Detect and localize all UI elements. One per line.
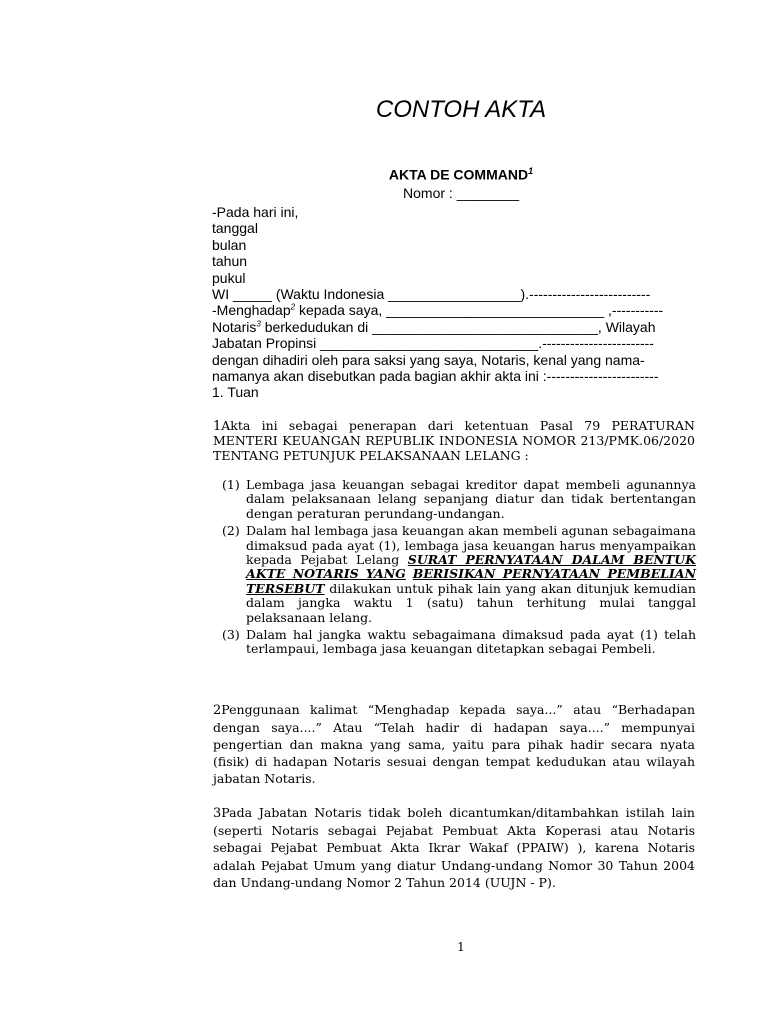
footnote-3 (213, 804, 695, 891)
list-item (222, 478, 696, 521)
footnote-1-list (222, 478, 696, 660)
document-title: CONTOH AKTA (375, 96, 547, 123)
notaris-pre: Notaris (212, 318, 257, 335)
body-line-saksi: dengan dihadiri oleh para saksi yang saya, Notaris, kenal yang nama- (212, 351, 645, 368)
item-2-mid (406, 566, 413, 581)
body-line-menghadap (212, 302, 708, 318)
akta-title-text: AKTA DE COMMAND (388, 166, 529, 183)
nomor-line: Nomor : ________ (403, 185, 519, 201)
notaris-post: berkedudukan di _____________________________, Wilayah (260, 318, 656, 335)
akta-body (212, 204, 708, 401)
page-number: 1 (457, 940, 465, 954)
footnote-3-text: Pada Jabatan Notaris tidak boleh dicantumkan/ditambahkan istilah lain (seperti Notaris sebagai Pejabat Pembuat Akta Koperasi atau Notaris sebagai Pejabat Pembuat Akta Ikrar Wakaf (PPAIW) ), karena Notaris adalah Pejabat Umum yang diatur Undang-undang Nomor 30 Tahun 2004 dan Undang-undang Nomor 2 Tahun 2014 (UUJN - P). (213, 805, 695, 890)
item-2-emphasis-1: SURAT PERNYATAAN DALAM BENTUK AKTE NOTARIS YANG (246, 552, 696, 582)
footnote-1-number: 1 (213, 419, 222, 434)
list-item-text: Dalam hal jangka waktu sebagaimana dimaksud pada ayat (1) telah terlampaui, lembaga jasa keuangan ditetapkan sebagai Pembeli. (246, 627, 696, 657)
footnote-2 (213, 701, 695, 787)
menghadap-post: kepada saya, ____________________________ ,----------- (295, 302, 664, 319)
body-line-tuan: 1. Tuan (212, 384, 259, 401)
body-line-bulan: bulan (212, 236, 247, 253)
list-item (222, 628, 696, 657)
list-item-mark: (3) (222, 627, 240, 643)
list-item-mark: (1) (222, 477, 240, 492)
body-line-pukul: pukul (212, 269, 246, 286)
body-line-notaris (212, 319, 708, 335)
footnote-1-text: Akta ini sebagai penerapan dari ketentuan Pasal 79 PERATURAN MENTERI KEUANGAN REPUBLIK INDONESIA NOMOR 213/PMK.06/2020 TENTANG PETUNJUK PELAKSANAAN LELANG : (213, 418, 695, 463)
footnote-2-number: 2 (213, 703, 222, 718)
item-2-emphasis-2: BERISIKAN PERNYATAAN PEMBELIAN TERSEBUT (246, 566, 696, 596)
akta-title (0, 166, 768, 183)
item-2-post: dilakukan untuk pihak lain yang akan ditunjuk kemudian dalam jangka waktu 1 (satu) tahun terhitung mulai tanggal pelaksanaan lelang. (246, 580, 696, 625)
footnote-1 (213, 419, 695, 463)
item-2-pre: Dalam hal lembaga jasa keuangan akan membeli agunan sebagaimana dimaksud pada ayat (1), lembaga jasa keuangan harus menyampaikan kepada Pejabat Lelang (246, 523, 696, 568)
footnote-3-number: 3 (213, 806, 222, 821)
footnote-ref-1: 1 (528, 166, 534, 176)
body-line-tanggal: tanggal (212, 220, 258, 237)
body-line-wi: WI _____ (Waktu Indonesia _________________).-------------------------- (212, 286, 651, 303)
footnote-2-text: Penggunaan kalimat “Menghadap kepada saya...” atau “Berhadapan dengan saya....” Atau “Telah hadir di hadapan saya....” mempunyai pengertian dan makna yang sama, yaitu para pihak hadir secara nyata (fisik) di hadapan Notaris sesuai dengan tempat kedudukan atau wilayah jabatan Notaris. (213, 702, 695, 786)
list-item (222, 524, 696, 625)
body-line-namanya: namanya akan disebutkan pada bagian akhir akta ini :------------------------ (212, 368, 659, 385)
list-item-text: Lembaga jasa keuangan sebagai kreditor dapat membeli agunannya dalam pelaksanaan lelang sepanjang diatur dan tidak bertentangan dengan peraturan perundang-undangan. (246, 477, 696, 521)
footnote-ref-2: 2 (290, 302, 296, 312)
body-line-jabatan: Jabatan Propinsi ____________________________.------------------------ (212, 335, 654, 352)
body-line-tahun: tahun (212, 253, 248, 270)
list-item-text (246, 524, 696, 625)
body-line-pada-hari: -Pada hari ini, (212, 204, 299, 220)
menghadap-pre: -Menghadap (212, 302, 291, 319)
list-item-mark: (2) (222, 523, 240, 539)
footnote-ref-3: 3 (256, 319, 261, 329)
